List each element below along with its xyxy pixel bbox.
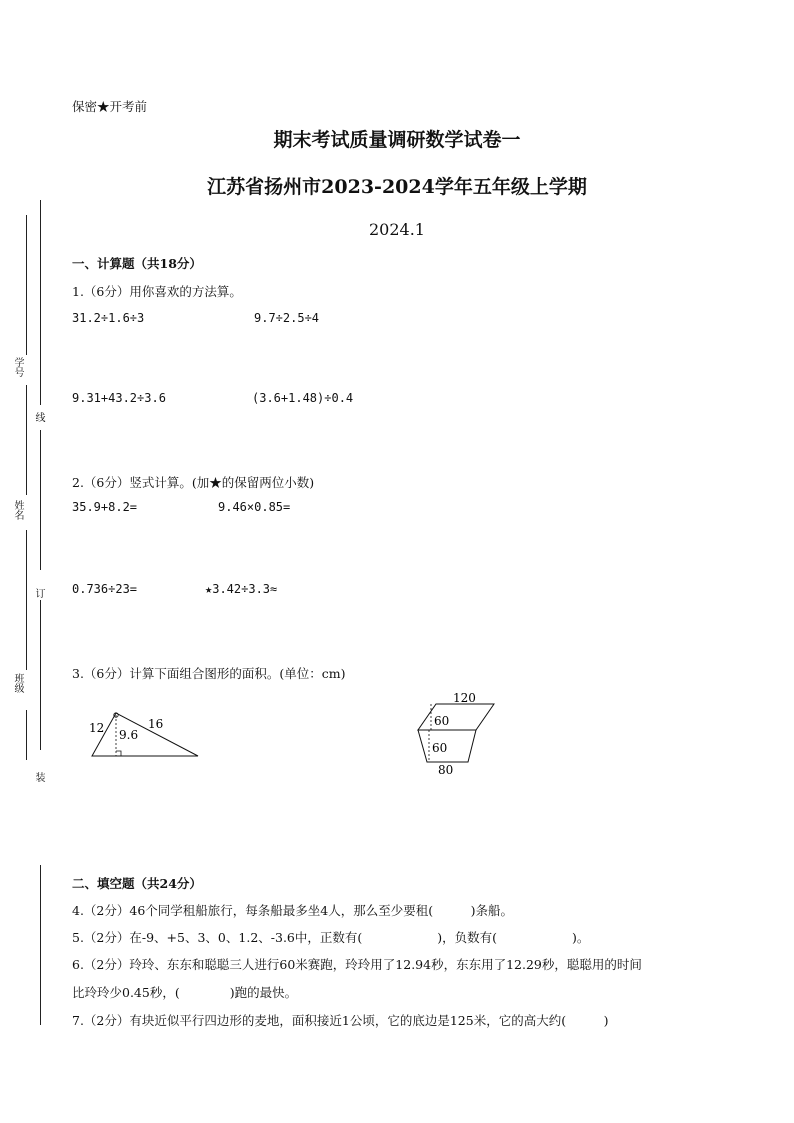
q6-text-line2: 比玲玲少0.45秒，( )跑的最快。 bbox=[72, 985, 298, 1000]
q4-text: 4.（2分）46个同学租船旅行，每条船最多坐4人，那么至少要租( )条船。 bbox=[72, 903, 513, 918]
fill-line bbox=[26, 710, 27, 760]
binding-line bbox=[40, 430, 41, 570]
q3-prompt: 3.（6分）计算下面组合图形的面积。(单位：cm) bbox=[72, 666, 346, 681]
triangle-shape bbox=[92, 713, 198, 756]
composite-figure bbox=[410, 690, 505, 778]
q1-expr-a: 31.2÷1.6÷3 bbox=[72, 311, 145, 325]
q2-expr-b: 9.46×0.85= bbox=[218, 500, 291, 514]
q6-text-line1: 6.（2分）玲玲、东东和聪聪三人进行60米赛跑，玲玲用了12.94秒，东东用了12.29秒，聪聪用的时间 bbox=[72, 957, 642, 972]
q7-text: 7.（2分）有块近似平行四边形的麦地，面积接近1公顷，它的底边是125米，它的高大约( ) bbox=[72, 1013, 609, 1028]
page-title: 期末考试质量调研数学试卷一 bbox=[273, 129, 521, 151]
fill-line bbox=[26, 385, 27, 495]
triangle-figure bbox=[82, 705, 207, 763]
xian-mark: 线 bbox=[33, 412, 44, 422]
class-label: 班级 bbox=[12, 673, 23, 693]
q1-prompt: 1.（6分）用你喜欢的方法算。 bbox=[72, 284, 242, 299]
section1-heading: 一、计算题（共18分） bbox=[72, 256, 202, 271]
name-label: 姓名 bbox=[12, 500, 23, 520]
triangle-left-label: 12 bbox=[89, 721, 105, 735]
ding-mark: 订 bbox=[33, 588, 44, 598]
right-angle-mark bbox=[116, 751, 121, 756]
bottom-side-label: 80 bbox=[438, 763, 454, 777]
fill-line bbox=[26, 530, 27, 670]
exam-date: 2024.1 bbox=[369, 220, 425, 239]
page-subtitle: 江苏省扬州市2023-2024学年五年级上学期 bbox=[207, 176, 587, 198]
triangle-height-label: 9.6 bbox=[119, 728, 139, 742]
top-side-label: 120 bbox=[453, 691, 476, 705]
student-no-label: 学号 bbox=[12, 357, 23, 377]
lower-height-label: 60 bbox=[432, 741, 448, 755]
zhuang-mark: 装 bbox=[33, 772, 44, 782]
q1-expr-c: 9.31+43.2÷3.6 bbox=[72, 391, 166, 405]
q2-expr-c: 0.736÷23= bbox=[72, 582, 138, 596]
section2-heading: 二、填空题（共24分） bbox=[72, 876, 202, 891]
binding-line bbox=[40, 600, 41, 750]
triangle-right-label: 16 bbox=[148, 717, 164, 731]
upper-height-label: 60 bbox=[434, 714, 450, 728]
q2-expr-d: ★3.42÷3.3≈ bbox=[205, 582, 278, 596]
q2-prompt: 2.（6分）竖式计算。(加★的保留两位小数) bbox=[72, 475, 315, 490]
q2-expr-a: 35.9+8.2= bbox=[72, 500, 138, 514]
q1-expr-b: 9.7÷2.5÷4 bbox=[254, 311, 320, 325]
confidential-label: 保密★开考前 bbox=[72, 99, 148, 114]
parallelogram-shape bbox=[418, 704, 494, 730]
q5-text: 5.（2分）在-9、+5、3、0、1.2、-3.6中，正数有( )，负数有( )。 bbox=[72, 930, 590, 945]
q1-expr-d: (3.6+1.48)÷0.4 bbox=[252, 391, 354, 405]
binding-line bbox=[40, 865, 41, 1025]
